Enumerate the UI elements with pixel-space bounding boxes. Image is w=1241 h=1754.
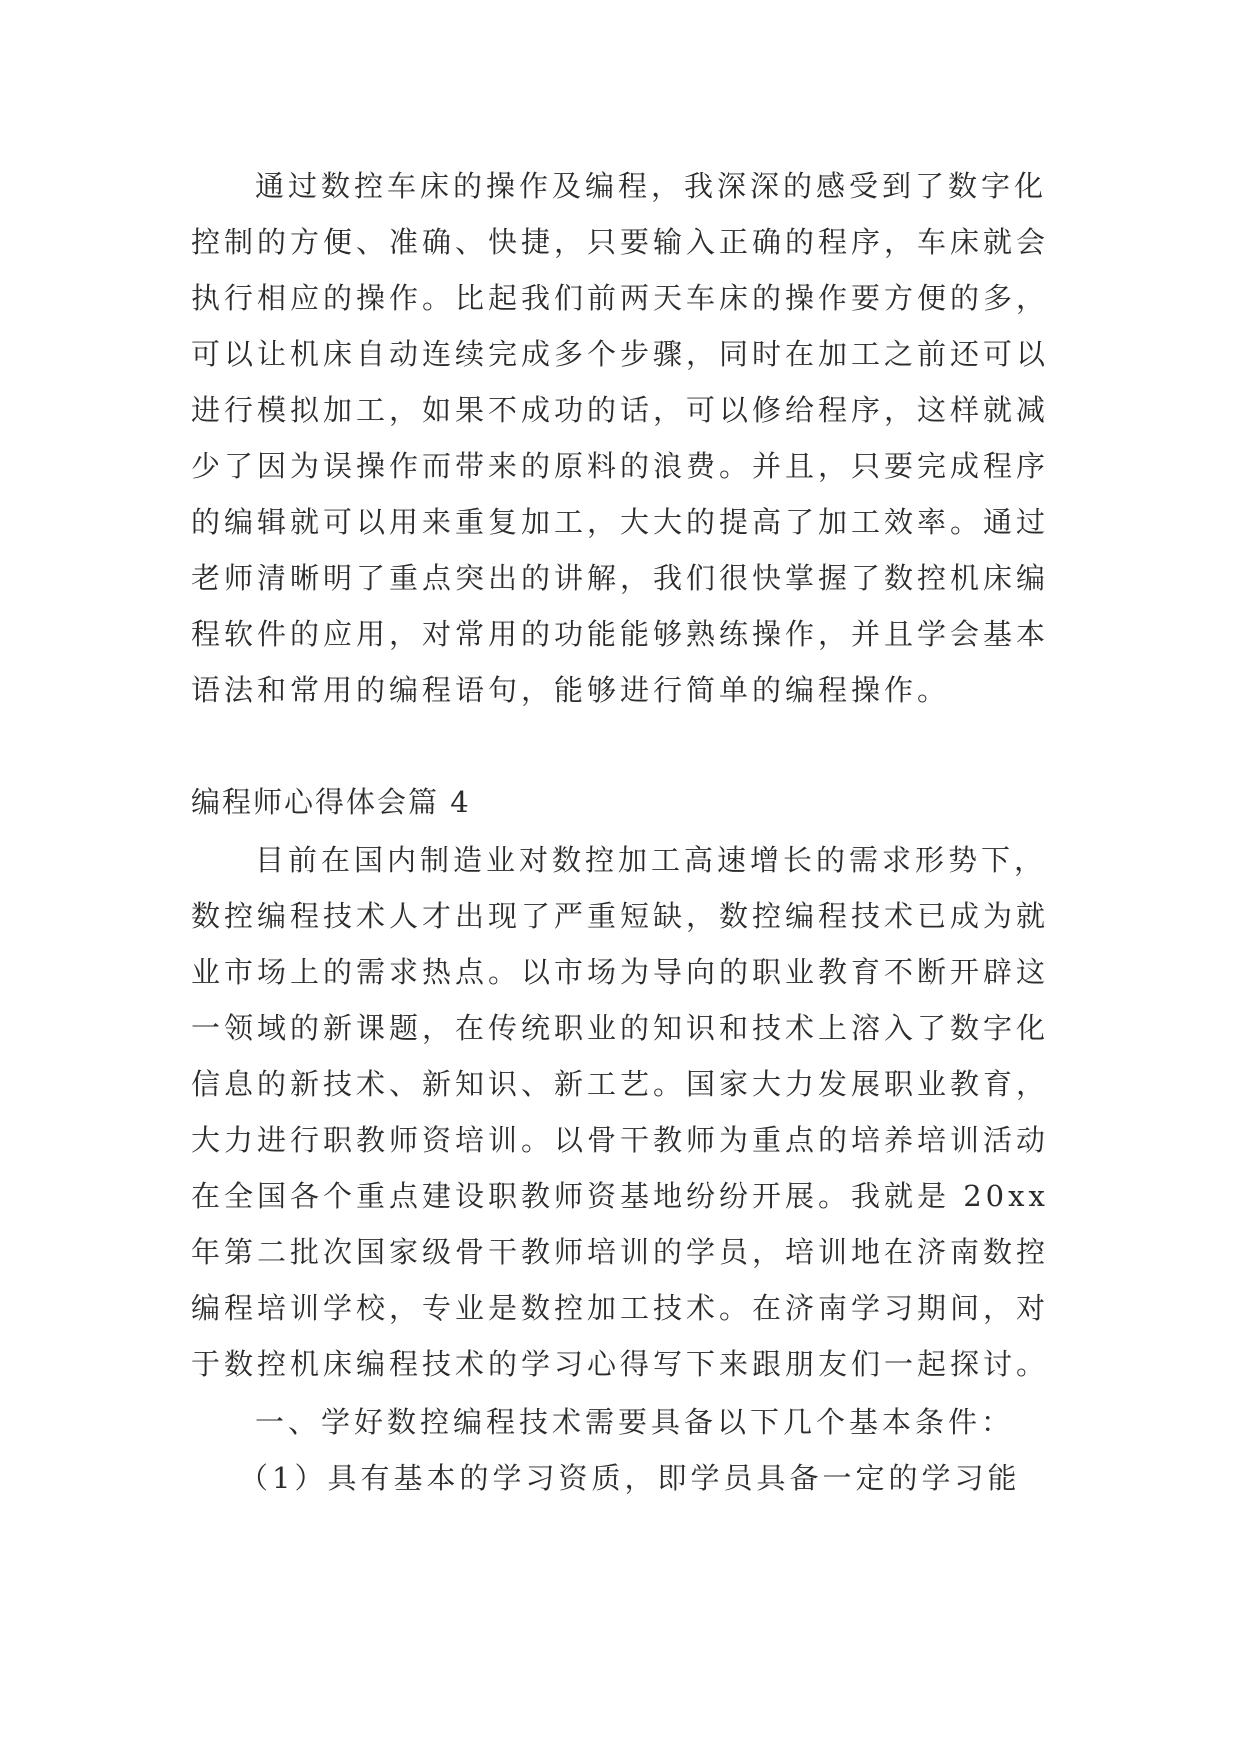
- paragraph-1-line-8: 老师清晰明了重点突出的讲解，我们很快掌握了数控机床编: [191, 561, 1050, 595]
- paragraph-2-line-4: 一领域的新课题，在传统职业的知识和技术上溶入了数字化: [191, 1011, 1050, 1045]
- paragraph-2-line-3: 业市场上的需求热点。以市场为导向的职业教育不断开辟这: [191, 955, 1050, 989]
- list-item-1: （1）具有基本的学习资质，即学员具备一定的学习能: [239, 1461, 1021, 1495]
- paragraph-2-line-1: 目前在国内制造业对数控加工高速增长的需求形势下，: [255, 843, 1048, 877]
- subheading-conditions: 一、学好数控编程技术需要具备以下几个基本条件：: [255, 1405, 1015, 1439]
- paragraph-1-line-7: 的编辑就可以用来重复加工，大大的提高了加工效率。通过: [191, 505, 1050, 539]
- paragraph-1-line-2: 控制的方便、准确、快捷，只要输入正确的程序，车床就会: [191, 225, 1050, 259]
- paragraph-2-line-10: 于数控机床编程技术的学习心得写下来跟朋友们一起探讨。: [191, 1347, 1050, 1381]
- paragraph-2-line-7: 在全国各个重点建设职教师资基地纷纷开展。我就是 20xx: [191, 1179, 1049, 1213]
- paragraph-1-line-10: 语法和常用的编程语句，能够进行简单的编程操作。: [191, 673, 951, 707]
- paragraph-1-line-6: 少了因为误操作而带来的原料的浪费。并且，只要完成程序: [191, 449, 1050, 483]
- paragraph-2-line-8: 年第二批次国家级骨干教师培训的学员，培训地在济南数控: [191, 1235, 1050, 1269]
- paragraph-2-line-9: 编程培训学校，专业是数控加工技术。在济南学习期间，对: [191, 1291, 1050, 1325]
- paragraph-1-line-3: 执行相应的操作。比起我们前两天车床的操作要方便的多，: [191, 281, 1050, 315]
- paragraph-2-line-6: 大力进行职教师资培训。以骨干教师为重点的培养培训活动: [191, 1123, 1050, 1157]
- paragraph-1-line-4: 可以让机床自动连续完成多个步骤，同时在加工之前还可以: [191, 337, 1050, 371]
- paragraph-1-line-5: 进行模拟加工，如果不成功的话，可以修给程序，这样就减: [191, 393, 1050, 427]
- paragraph-1-line-1: 通过数控车床的操作及编程，我深深的感受到了数字化: [255, 169, 1048, 203]
- paragraph-2-line-2: 数控编程技术人才出现了严重短缺，数控编程技术已成为就: [191, 899, 1050, 933]
- paragraph-2-line-5: 信息的新技术、新知识、新工艺。国家大力发展职业教育，: [191, 1067, 1050, 1101]
- paragraph-1-line-9: 程软件的应用，对常用的功能能够熟练操作，并且学会基本: [191, 617, 1050, 651]
- section-heading: 编程师心得体会篇 4: [191, 785, 471, 819]
